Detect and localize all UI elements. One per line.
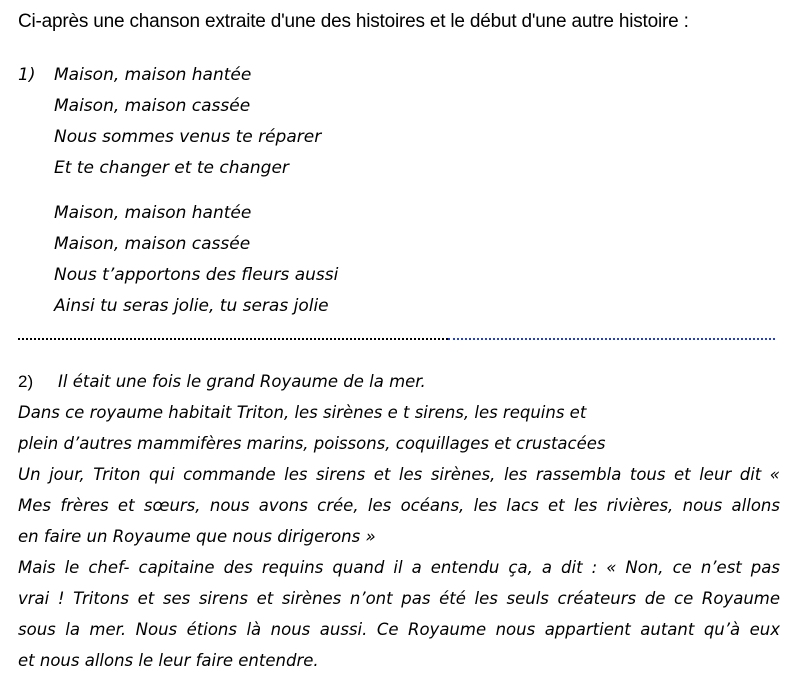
story-line: Un jour, Triton qui commande les sirens et les sirènes, les rassembla tous et leur dit «: [18, 465, 780, 484]
song-stanza-1: [54, 60, 338, 184]
story-line: Dans ce royaume habitait Triton, les sirènes e t sirens, les requins et: [18, 403, 587, 422]
story-line: en faire un Royaume que nous dirigerons »: [18, 527, 376, 546]
song-line: Maison, maison cassée: [54, 234, 251, 254]
story-line: et nous allons le leur faire entendre.: [18, 651, 319, 670]
separator-black-segment: [18, 338, 448, 340]
song-line: Maison, maison hantée: [54, 65, 252, 85]
intro-text: Ci-après une chanson extraite d'une des histoires et le début d'une autre histoire :: [18, 11, 689, 32]
song-line: Maison, maison cassée: [54, 96, 251, 116]
story-line: plein d’autres mammifères marins, poissons, coquillages et crustacées: [18, 434, 606, 453]
story-number: 2): [18, 372, 34, 391]
song-line: Maison, maison hantée: [54, 203, 252, 223]
song-section: [18, 60, 338, 322]
song-line: Et te changer et te changer: [54, 158, 289, 178]
song-line: Nous sommes venus te réparer: [54, 127, 322, 147]
story-line: sous la mer. Nous étions là nous aussi. Ce Royaume nous appartient autant qu’à eux: [18, 620, 780, 639]
story-section: [18, 366, 780, 676]
dotted-separator: [18, 338, 775, 340]
story-first-line: [18, 366, 780, 397]
song-line: Ainsi tu seras jolie, tu seras jolie: [54, 296, 329, 316]
story-line: vrai ! Tritons et ses sirens et sirènes n’ont pas été les seuls créateurs de ce Royaume: [18, 589, 780, 608]
story-line: Mes frères et sœurs, nous avons crée, les océans, les lacs et les rivières, nous allons: [18, 496, 780, 515]
song-stanza-2: [54, 198, 338, 322]
story-line: Il était une fois le grand Royaume de la mer.: [58, 372, 426, 391]
separator-blue-segment: [448, 338, 775, 340]
story-line: Mais le chef- capitaine des requins quand il a entendu ça, a dit : « Non, ce n’est pas: [18, 558, 780, 577]
song-number: 1): [18, 65, 36, 85]
song-line: Nous t’apportons des fleurs aussi: [54, 265, 339, 285]
